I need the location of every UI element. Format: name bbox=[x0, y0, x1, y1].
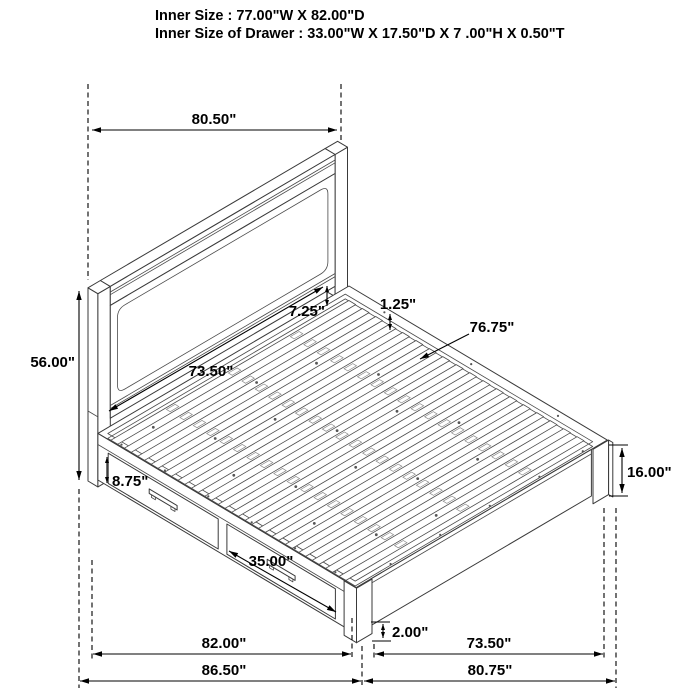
foot-left-leg bbox=[344, 581, 356, 643]
dim-foot-overall-width-label: 80.75" bbox=[467, 662, 513, 679]
foot-right-leg bbox=[593, 440, 609, 504]
dim-foot-height-label: 16.00" bbox=[627, 464, 672, 481]
dim-side-overall-length-label: 86.50" bbox=[201, 662, 247, 679]
dim-headboard-width-label: 80.50" bbox=[191, 111, 237, 128]
dim-foot-inner-width-label: 73.50" bbox=[466, 635, 512, 652]
dim-floor-clearance-label: 2.00" bbox=[392, 624, 429, 641]
dim-slat-length-label: 76.75" bbox=[469, 319, 515, 336]
dim-drawer-height-label: 8.75" bbox=[112, 473, 149, 490]
drawer-inner-size-note: Inner Size of Drawer : 33.00"W X 17.50"D X 7 .00"H X 0.50"T bbox=[155, 26, 565, 42]
dim-headboard-height-label: 56.00" bbox=[30, 354, 75, 371]
dim-rail-lip-label: 1.25" bbox=[379, 296, 417, 313]
headboard-left-post bbox=[88, 288, 98, 487]
inner-size-note: Inner Size : 77.00"W X 82.00"D bbox=[155, 8, 365, 24]
dim-panel-gap-label: 7.25" bbox=[288, 303, 325, 320]
dim-panel-width-label: 73.50" bbox=[188, 363, 234, 380]
dim-drawer-width-label: 35.00" bbox=[248, 553, 294, 570]
dim-side-inner-length-label: 82.00" bbox=[201, 635, 247, 652]
bed-isometric-drawing bbox=[88, 141, 613, 642]
